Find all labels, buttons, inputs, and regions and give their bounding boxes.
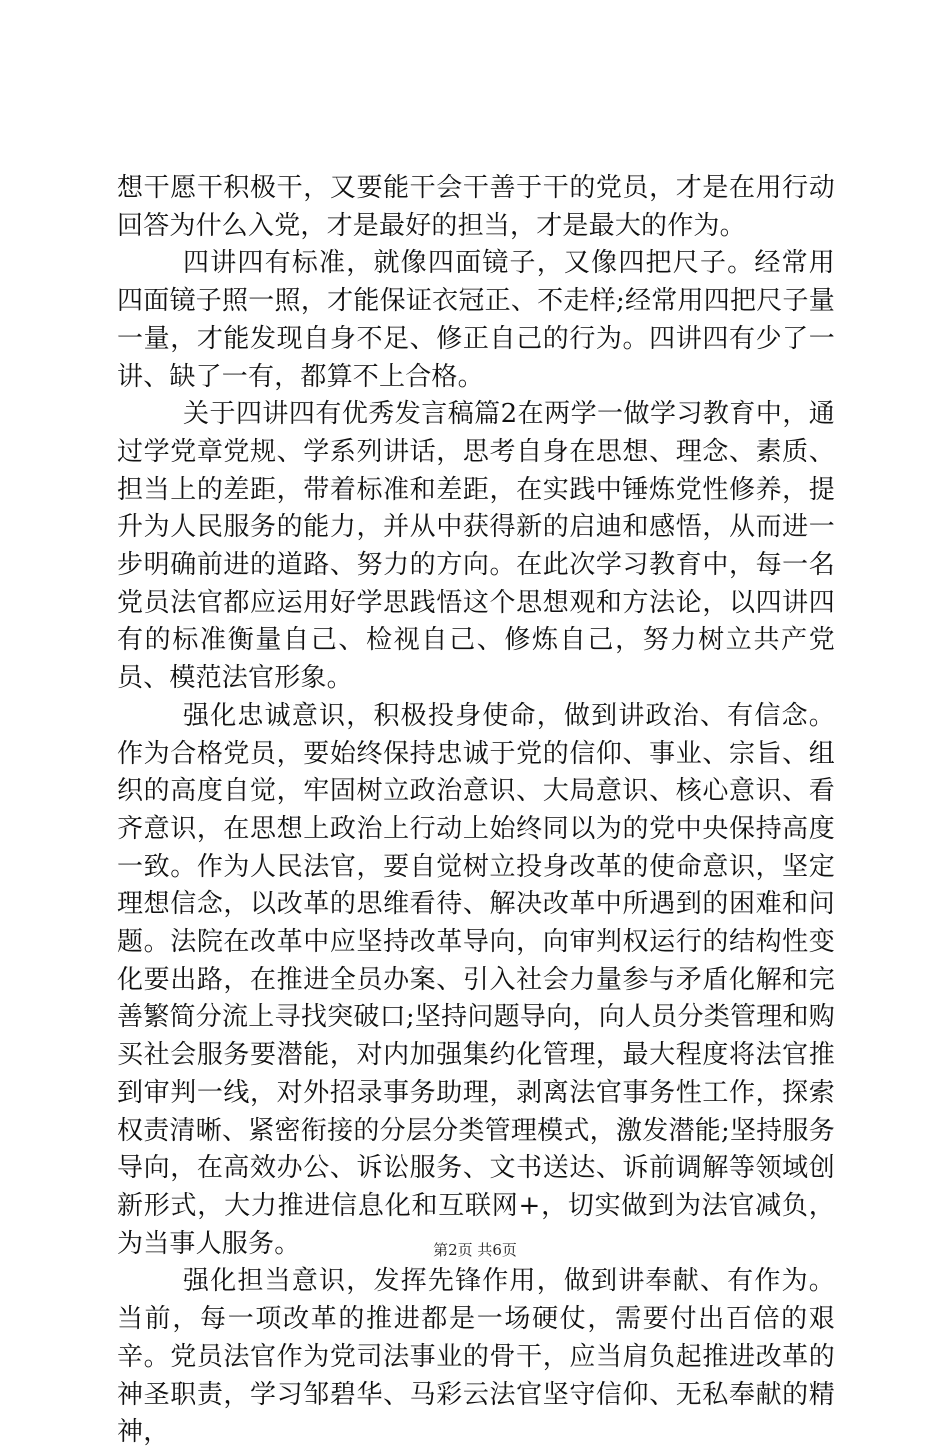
paragraph-4: 强化忠诚意识，积极投身使命，做到讲政治、有信念。作为合格党员，要始终保持忠诚于党的信仰、事业、宗旨、组织的高度自觉，牢固树立政治意识、大局意识、核心意识、看齐意识，在思想上政治上行动上始终同以为的党中央保持高度一致。作为人民法官，要自觉树立投身改革的使命意识，坚定理想信念，以改革的思维看待、解决改革中所遇到的困难和问题。法院在改革中应坚持改革导向，向审判权运行的结构性变化要出路，在推进全员办案、引入社会力量参与矛盾化解和完善繁简分流上寻找突破口;坚持问题导向，向人员分类管理和购买社会服务要潜能，对内加强集约化管理，最大程度将法官推到审判一线，对外招录事务助理，剥离法官事务性工作，探索权责清晰、紧密衔接的分层分类管理模式，激发潜能;坚持服务导向，在高效办公、诉讼服务、文书送达、诉前调解等领域创新形式，大力推进信息化和互联网+，切实做到为法官减负，为当事人服务。	[117, 700, 835, 1259]
page-footer	[0, 1240, 950, 1260]
paragraph-5: 强化担当意识，发挥先锋作用，做到讲奉献、有作为。当前，每一项改革的推进都是一场硬仗，需要付出百倍的艰辛。党员法官作为党司法事业的骨干，应当肩负起推进改革的神圣职责，学习邹碧华、马彩云法官坚守信仰、无私奉献的精神，	[117, 1266, 835, 1448]
paragraph-2: 四讲四有标准，就像四面镜子，又像四把尺子。经常用四面镜子照一照，才能保证衣冠正、不走样;经常用四把尺子量一量，才能发现自身不足、修正自己的行为。四讲四有少了一讲、缺了一有，都算不上合格。	[117, 248, 835, 392]
paragraph-1: 想干愿干积极干，又要能干会干善于干的党员，才是在用行动回答为什么入党，才是最好的担当，才是最大的作为。	[117, 173, 835, 241]
page-number-label: 第2页 共6页	[433, 1241, 517, 1259]
paragraph-3: 关于四讲四有优秀发言稿篇2在两学一做学习教育中，通过学党章党规、学系列讲话，思考自身在思想、理念、素质、担当上的差距，带着标准和差距，在实践中锤炼党性修养，提升为人民服务的能力，并从中获得新的启迪和感悟，从而进一步明确前进的道路、努力的方向。在此次学习教育中，每一名党员法官都应运用好学思践悟这个思想观和方法论，以四讲四有的标准衡量自己、检视自己、修炼自己，努力树立共产党员、模范法官形象。	[117, 399, 835, 694]
